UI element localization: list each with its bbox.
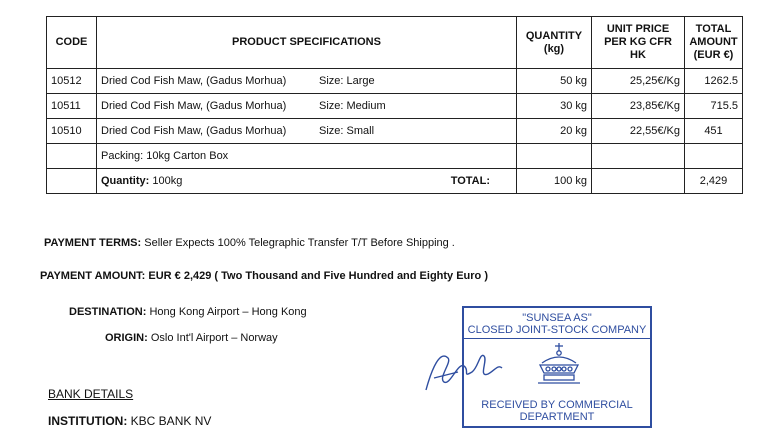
row-description: Dried Cod Fish Maw, (Gadus Morhua) bbox=[101, 125, 287, 137]
row-product bbox=[97, 69, 517, 94]
row-unit-price: 25,25€/Kg bbox=[592, 69, 685, 94]
institution-label: INSTITUTION: bbox=[48, 414, 128, 428]
header-quantity: QUANTITY (kg) bbox=[517, 17, 592, 69]
header-total-amount: TOTAL AMOUNT (EUR €) bbox=[685, 17, 743, 69]
payment-terms-value: Seller Expects 100% Telegraphic Transfer T/T Before Shipping . bbox=[144, 237, 455, 249]
row-code: 10510 bbox=[47, 119, 97, 144]
row-code: 10512 bbox=[47, 69, 97, 94]
summary-cell bbox=[97, 169, 517, 194]
table-header-row bbox=[47, 17, 743, 69]
payment-amount-label: PAYMENT AMOUNT: bbox=[40, 270, 146, 282]
row-product bbox=[97, 94, 517, 119]
row-size: Size: Small bbox=[319, 125, 375, 137]
packing-info: Packing: 10kg Carton Box bbox=[97, 144, 517, 169]
total-amount: 2,429 bbox=[685, 169, 743, 194]
row-size: Size: Large bbox=[319, 75, 375, 87]
row-total: 451 bbox=[685, 119, 743, 144]
quantity-value: 100kg bbox=[152, 175, 183, 187]
row-unit-price: 22,55€/Kg bbox=[592, 119, 685, 144]
origin bbox=[105, 332, 278, 344]
table-row bbox=[47, 94, 743, 119]
stamp-company-name: "SUNSEA AS" bbox=[522, 312, 592, 324]
table-row bbox=[47, 69, 743, 94]
destination-value: Hong Kong Airport – Hong Kong bbox=[149, 306, 307, 318]
packing-row bbox=[47, 144, 743, 169]
stamp-received bbox=[464, 399, 650, 423]
row-unit-price: 23,85€/Kg bbox=[592, 94, 685, 119]
destination-label: DESTINATION: bbox=[69, 306, 147, 318]
header-product-specifications: PRODUCT SPECIFICATIONS bbox=[97, 17, 517, 69]
header-code: CODE bbox=[47, 17, 97, 69]
payment-terms-label: PAYMENT TERMS: bbox=[44, 237, 142, 249]
row-quantity: 50 kg bbox=[517, 69, 592, 94]
payment-terms bbox=[44, 237, 455, 249]
row-total: 1262.5 bbox=[685, 69, 743, 94]
total-label: TOTAL: bbox=[450, 175, 490, 187]
stamp-received-line1: RECEIVED BY COMMERCIAL bbox=[481, 399, 633, 411]
table-row bbox=[47, 119, 743, 144]
company-stamp bbox=[462, 306, 652, 428]
summary-row bbox=[47, 169, 743, 194]
stamp-received-line2: DEPARTMENT bbox=[519, 411, 595, 423]
crown-emblem-icon bbox=[532, 341, 586, 387]
origin-label: ORIGIN: bbox=[105, 332, 148, 344]
total-quantity: 100 kg bbox=[517, 169, 592, 194]
row-description: Dried Cod Fish Maw, (Gadus Morhua) bbox=[101, 100, 287, 112]
row-total: 715.5 bbox=[685, 94, 743, 119]
payment-amount-value: EUR € 2,429 ( Two Thousand and Five Hundred and Eighty Euro ) bbox=[148, 270, 488, 282]
origin-value: Oslo Int'l Airport – Norway bbox=[150, 332, 278, 344]
institution bbox=[48, 414, 211, 428]
destination bbox=[69, 306, 307, 318]
row-quantity: 30 kg bbox=[517, 94, 592, 119]
row-size: Size: Medium bbox=[319, 100, 386, 112]
row-code: 10511 bbox=[47, 94, 97, 119]
row-description: Dried Cod Fish Maw, (Gadus Morhua) bbox=[101, 75, 287, 87]
header-unit-price: UNIT PRICE PER KG CFR HK bbox=[592, 17, 685, 69]
payment-amount bbox=[40, 270, 488, 282]
stamp-company-type: CLOSED JOINT-STOCK COMPANY bbox=[464, 324, 650, 339]
product-spec-table bbox=[46, 16, 743, 194]
institution-value: KBC BANK NV bbox=[130, 414, 212, 428]
row-product bbox=[97, 119, 517, 144]
row-quantity: 20 kg bbox=[517, 119, 592, 144]
quantity-label: Quantity: bbox=[101, 175, 150, 187]
bank-details-heading: BANK DETAILS bbox=[48, 387, 134, 401]
